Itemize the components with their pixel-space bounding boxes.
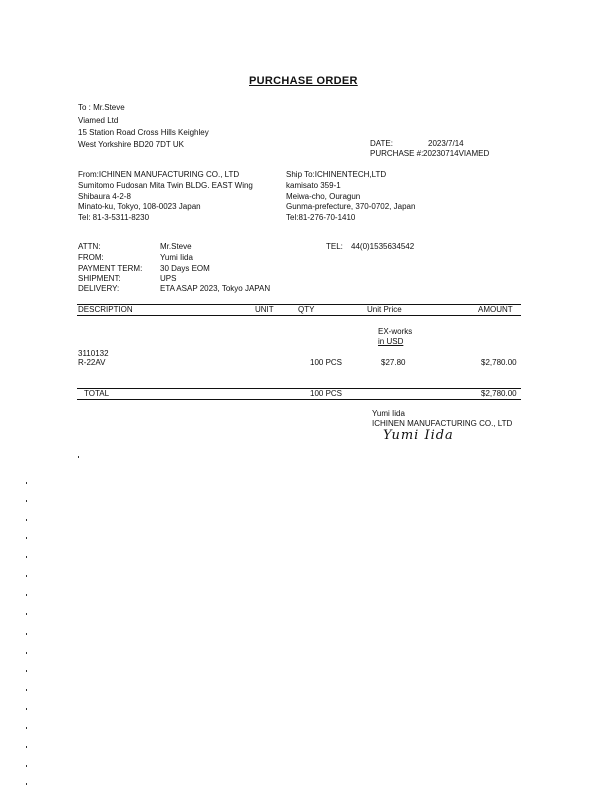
scan-speck [26,613,27,615]
item-code: 3110132 [78,349,109,358]
shipment-value: UPS [160,274,177,283]
scan-speck [26,727,27,729]
price-note-exworks: EX-works [378,327,413,336]
to-line-3: 15 Station Road Cross Hills Keighley [78,128,209,137]
po-value: 20230714VIAMED [423,149,490,158]
total-top-rule [77,388,521,389]
from-line-4: Minato-ku, Tokyo, 108-0023 Japan [78,202,201,211]
delivery-value: ETA ASAP 2023, Tokyo JAPAN [160,284,271,293]
delivery-label: DELIVERY: [78,284,120,293]
po-label: PURCHASE #: [370,149,424,158]
signer-name: Yumi Iida [372,409,405,418]
from-value: Yumi Iida [160,253,193,262]
attn-value: Mr.Steve [160,242,192,251]
from-line-1: From:ICHINEN MANUFACTURING CO., LTD [78,170,240,179]
to-line-4: West Yorkshire BD20 7DT UK [78,140,184,149]
date-label: DATE: [370,139,393,148]
ship-to-line-5: Tel:81-276-70-1410 [286,213,356,222]
scan-speck [26,708,27,710]
scan-speck [26,783,27,785]
scan-speck [26,575,27,577]
tel-label: TEL: [326,242,343,251]
from-label: FROM: [78,253,104,262]
ship-to-line-3: Meiwa-cho, Ouragun [286,192,361,201]
scan-speck [26,670,27,672]
to-line-2: Viamed Ltd [78,116,119,125]
scan-speck [26,594,27,596]
scan-speck [26,689,27,691]
total-qty: 100 PCS [310,389,343,398]
scan-speck [26,765,27,767]
col-header-qty: QTY [298,305,315,314]
col-header-unit-price: Unit Price [367,305,402,314]
page-title: PURCHASE ORDER [249,75,358,87]
item-qty: 100 PCS [310,358,343,367]
price-note-currency: in USD [378,337,404,346]
shipment-label: SHIPMENT: [78,274,121,283]
payment-term-value: 30 Days EOM [160,264,210,273]
scan-speck [26,519,27,521]
scan-speck [26,556,27,558]
total-label: TOTAL [84,389,110,398]
ship-to-line-4: Gunma-prefecture, 370-0702, Japan [286,202,416,211]
scan-speck [26,746,27,748]
col-header-description: DESCRIPTION [78,305,133,314]
from-line-5: Tel: 81-3-5311-8230 [78,213,150,222]
item-name: R-22AV [78,358,106,367]
item-amount: $2,780.00 [481,358,517,367]
signer-company: ICHINEN MANUFACTURING CO., LTD [372,419,513,428]
scan-speck [26,633,27,635]
from-line-3: Shibaura 4-2-8 [78,192,131,201]
scan-speck [26,482,27,484]
col-header-amount: AMOUNT [478,305,513,314]
item-unit-price: $27.80 [381,358,406,367]
tel-value: 44(0)1535634542 [351,242,415,251]
attn-label: ATTN: [78,242,101,251]
scan-speck [26,537,27,539]
from-line-2: Sumitomo Fudosan Mita Twin BLDG. EAST Wing [78,181,253,190]
scan-speck [78,456,79,458]
table-header-rule [77,315,521,316]
ship-to-line-2: kamisato 359-1 [286,181,341,190]
total-amount: $2,780.00 [481,389,517,398]
handwritten-signature: Yumi Iida [383,428,454,443]
to-line-1: To : Mr.Steve [78,103,125,112]
scan-speck [26,652,27,654]
ship-to-line-1: Ship To:ICHINENTECH,LTD [286,170,387,179]
scan-speck [26,500,27,502]
total-bottom-rule [77,399,521,400]
col-header-unit: UNIT [255,305,274,314]
payment-term-label: PAYMENT TERM: [78,264,143,273]
date-value: 2023/7/14 [428,139,464,148]
